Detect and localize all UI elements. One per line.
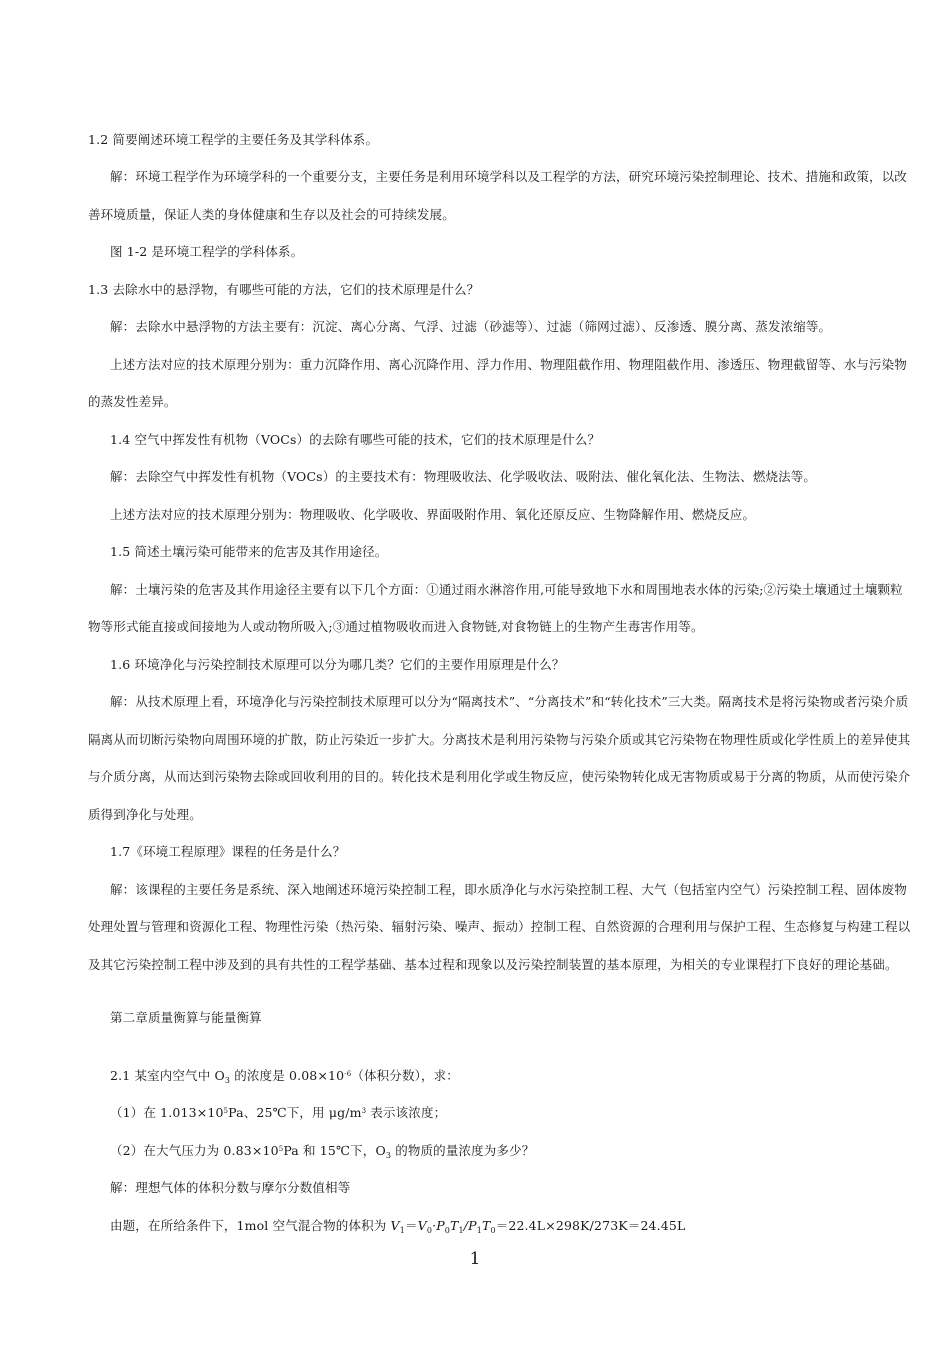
- answer-1-4-line-2: 上述方法对应的技术原理分别为：物理吸收、化学吸收、界面吸附作用、氧化还原反应、生物降解作用、燃烧反应。: [110, 507, 756, 522]
- question-2-1-part-2: [110, 1143, 868, 1159]
- eq-result: ＝22.4L×298K/273K＝24.45L: [495, 1218, 686, 1233]
- eq-sub-0c: 0: [490, 1226, 496, 1235]
- eq-v0: V: [417, 1218, 427, 1233]
- question-1-4: 1.4 空气中挥发性有机物（VOCs）的去除有哪些可能的技术，它们的技术原理是什么？: [110, 432, 601, 447]
- eq-equals: ＝: [404, 1218, 418, 1233]
- question-2-1: [110, 1068, 868, 1084]
- q21-text-a: 2.1 某室内空气中 O: [110, 1068, 225, 1083]
- eq-slash: /: [463, 1218, 469, 1233]
- question-2-1-part-1: [110, 1105, 868, 1121]
- answer-1-2-line-1: 解：环境工程学作为环境学科的一个重要分支，主要任务是利用环境学科以及工程学的方法，研究环境污染控制理论、技术、措施和政策，以改: [110, 169, 907, 184]
- question-1-6: 1.6 环境净化与污染控制技术原理可以分为哪几类？它们的主要作用原理是什么？: [110, 657, 565, 672]
- eq-dot: ·: [432, 1218, 437, 1233]
- q21-1-text-c: Pa、25℃下，用 μg/m: [228, 1105, 362, 1120]
- eq-sub-0b: 0: [444, 1226, 450, 1235]
- eq-p0: P: [436, 1218, 445, 1233]
- eq-v1: V: [390, 1218, 400, 1233]
- q21-2-text-c: Pa 和 15℃下，O: [283, 1143, 386, 1158]
- answer-1-6-line-1: 解：从技术原理上看，环境净化与污染控制技术原理可以分为“隔离技术”、“分离技术”和“转化技术”三大类。隔离技术是将污染物或者污染介质: [110, 694, 909, 709]
- eq-sub-1b: 1: [458, 1226, 464, 1235]
- q21-2-sup-5: 5: [278, 1145, 284, 1153]
- q21-1-sup-3: 3: [361, 1107, 367, 1115]
- q21-text-e: （体积分数），求：: [351, 1068, 459, 1083]
- answer-2-1-line-1: 解：理想气体的体积分数与摩尔分数值相等: [110, 1180, 351, 1195]
- question-1-2: 1.2 简要阐述环境工程学的主要任务及其学科体系。: [88, 132, 379, 147]
- eq-prefix: 由题，在所给条件下，1mol 空气混合物的体积为: [110, 1218, 391, 1233]
- q21-sup-minus6: -6: [344, 1070, 352, 1078]
- answer-1-3-line-1: 解：去除水中悬浮物的方法主要有：沉淀、离心分离、气浮、过滤（砂滤等）、过滤（筛网过滤）、反渗透、膜分离、蒸发浓缩等。: [110, 319, 832, 334]
- q21-2-text-a: （2）在大气压力为 0.83×10: [110, 1143, 279, 1158]
- q21-2-sub-3: 3: [385, 1151, 392, 1160]
- eq-sub-1c: 1: [476, 1226, 482, 1235]
- answer-1-2-line-2: 善环境质量，保证人类的身体健康和生存以及社会的可持续发展。: [88, 207, 455, 222]
- q21-1-sup-5: 5: [223, 1107, 229, 1115]
- answer-1-6-line-3: 与介质分离，从而达到污染物去除或回收利用的目的。转化技术是利用化学或生物反应，使污染物转化成无害物质或易于分离的物质，从而使污染介: [88, 769, 911, 784]
- answer-1-6-line-4: 质得到净化与处理。: [88, 807, 202, 822]
- answer-1-4-line-1: 解：去除空气中挥发性有机物（VOCs）的主要技术有：物理吸收法、化学吸收法、吸附法、催化氧化法、生物法、燃烧法等。: [110, 469, 817, 484]
- question-1-7: 1.7《环境工程原理》课程的任务是什么？: [110, 844, 346, 859]
- answer-1-3-line-2: 上述方法对应的技术原理分别为：重力沉降作用、离心沉降作用、浮力作用、物理阻截作用、物理阻截作用、渗透压、物理截留等、水与污染物: [110, 357, 907, 372]
- answer-2-1-equation: [110, 1218, 868, 1234]
- q21-1-text-e: 表示该浓度；: [366, 1105, 447, 1120]
- eq-sub-1: 1: [399, 1226, 405, 1235]
- eq-sub-0: 0: [426, 1226, 433, 1235]
- question-1-3: 1.3 去除水中的悬浮物，有哪些可能的方法，它们的技术原理是什么？: [88, 282, 480, 297]
- eq-p1: P: [468, 1218, 477, 1233]
- answer-1-7-line-3: 及其它污染控制工程中涉及到的具有共性的工程学基础、基本过程和现象以及污染控制装置的基本原理，为相关的专业课程打下良好的理论基础。: [88, 957, 898, 972]
- eq-t1: T: [450, 1218, 459, 1233]
- answer-1-7-line-2: 处理处置与管理和资源化工程、物理性污染（热污染、辐射污染、噪声、振动）控制工程、自然资源的合理利用与保护工程、生态修复与构建工程以: [88, 919, 911, 934]
- answer-1-5-line-2: 物等形式能直接或间接地为人或动物所吸入;③通过植物吸收而进入食物链,对食物链上的生物产生毒害作用等。: [88, 619, 704, 634]
- eq-t0: T: [481, 1218, 491, 1233]
- answer-1-7-line-1: 解：该课程的主要任务是系统、深入地阐述环境污染控制工程，即水质净化与水污染控制工程、大气（包括室内空气）污染控制工程、固体废物: [110, 882, 907, 897]
- chapter-2-heading: 第二章质量衡算与能量衡算: [110, 1010, 262, 1025]
- q21-sub-3: 3: [224, 1076, 231, 1085]
- answer-1-6-line-2: 隔离从而切断污染物向周围环境的扩散，防止污染近一步扩大。分离技术是利用污染物与污染介质或其它污染物在物理性质或化学性质上的差异使其: [88, 732, 911, 747]
- answer-1-5-line-1: 解：土壤污染的危害及其作用途径主要有以下几个方面：①通过雨水淋溶作用,可能导致地下水和周围地表水体的污染;②污染土壤通过土壤颗粒: [110, 582, 903, 597]
- answer-1-3-line-3: 的蒸发性差异。: [88, 394, 177, 409]
- q21-text-c: 的浓度是 0.08×10: [230, 1068, 345, 1083]
- page-number: 1: [469, 1249, 481, 1269]
- answer-1-2-line-3: 图 1-2 是环境工程学的学科体系。: [110, 244, 304, 259]
- q21-1-text-a: （1）在 1.013×10: [110, 1105, 224, 1120]
- q21-2-text-e: 的物质的量浓度为多少？: [391, 1143, 535, 1158]
- question-1-5: 1.5 简述土壤污染可能带来的危害及其作用途径。: [110, 544, 388, 559]
